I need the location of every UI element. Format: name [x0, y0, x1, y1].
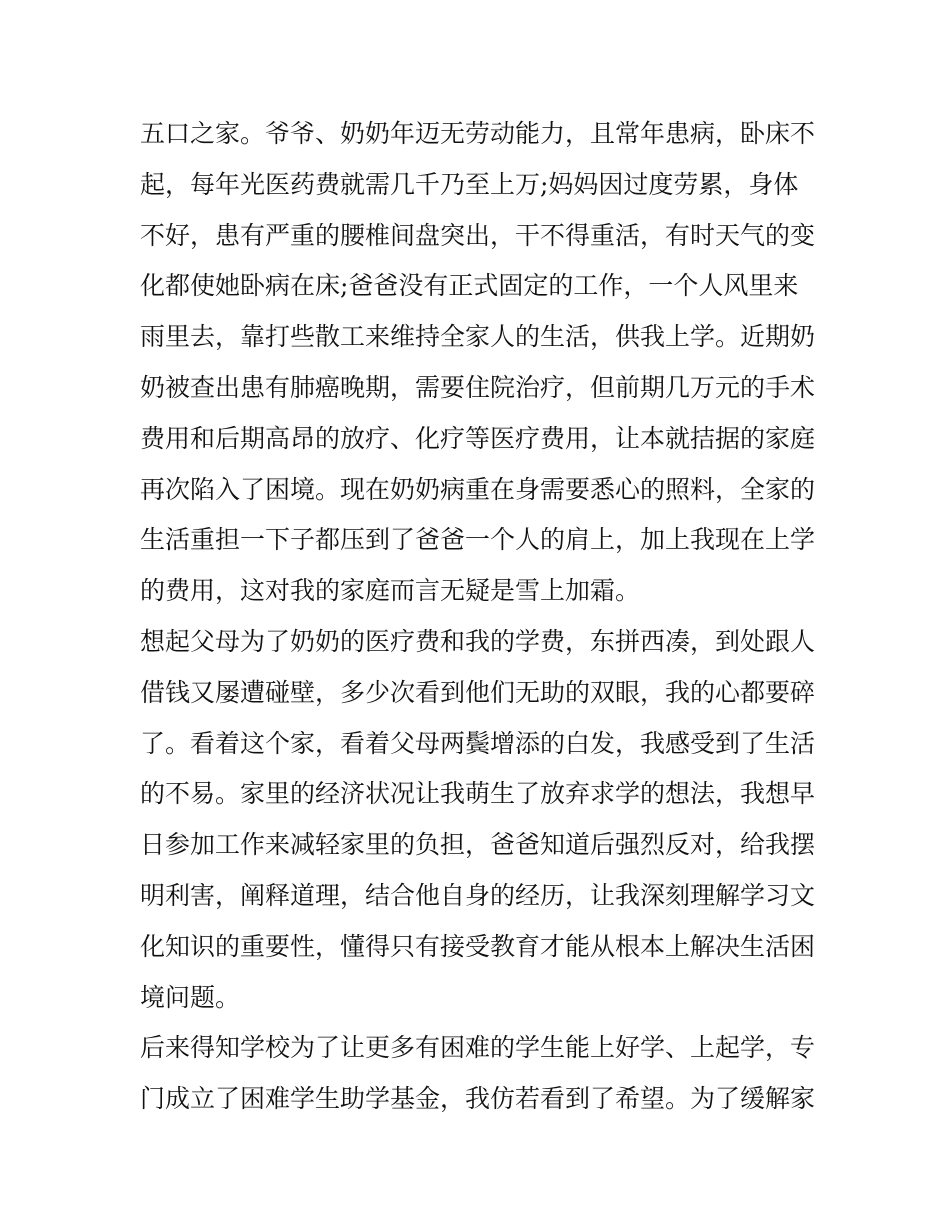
text-line: 借钱又屡遭碰壁，多少次看到他们无助的双眼，我的心都要碎 — [140, 677, 816, 707]
text-line: 再次陷入了困境。现在奶奶病重在身需要悉心的照料，全家的 — [140, 474, 816, 504]
paragraph-3 — [140, 1023, 815, 1125]
text-line: 五口之家。爷爷、奶奶年迈无劳动能力，且常年患病，卧床不 — [140, 119, 816, 148]
text-line: 门成立了困难学生助学基金，我仿若看到了希望。为了缓解家 — [140, 1084, 816, 1114]
text-line: 化都使她卧病在床;爸爸没有正式固定的工作，一个人风里来 — [140, 271, 799, 301]
text-line: 后来得知学校为了让更多有困难的学生能上好学、上起学，专 — [140, 1033, 816, 1063]
text-line: 化知识的重要性，懂得只有接受教育才能从根本上解决生活困 — [140, 931, 816, 961]
text-line: 了。看着这个家，看着父母两鬓增添的白发，我感受到了生活 — [140, 728, 816, 758]
text-line: 不好，患有严重的腰椎间盘突出，干不得重活，有时天气的变 — [140, 220, 816, 250]
paragraph-2 — [140, 617, 815, 1023]
paragraph-1 — [140, 109, 815, 617]
text-line: 的费用，这对我的家庭而言无疑是雪上加霜。 — [140, 576, 641, 606]
text-line: 生活重担一下子都压到了爸爸一个人的肩上，加上我现在上学 — [140, 525, 816, 555]
text-line: 的不易。家里的经济状况让我萌生了放弃求学的想法，我想早 — [140, 779, 816, 809]
text-line: 雨里去，靠打些散工来维持全家人的生活，供我上学。近期奶 — [140, 322, 816, 352]
text-line: 费用和后期高昂的放疗、化疗等医疗费用，让本就拮据的家庭 — [140, 423, 816, 453]
text-line: 日参加工作来减轻家里的负担，爸爸知道后强烈反对，给我摆 — [140, 830, 816, 860]
text-line: 想起父母为了奶奶的医疗费和我的学费，东拼西凑，到处跟人 — [140, 626, 816, 656]
text-line: 明利害，阐释道理，结合他自身的经历，让我深刻理解学习文 — [140, 880, 816, 910]
text-line: 起，每年光医药费就需几千乃至上万;妈妈因过度劳累，身体 — [140, 169, 799, 199]
document-body — [140, 109, 815, 1125]
text-line: 境问题。 — [140, 982, 241, 1012]
text-line: 奶被查出患有肺癌晚期，需要住院治疗，但前期几万元的手术 — [140, 372, 816, 402]
